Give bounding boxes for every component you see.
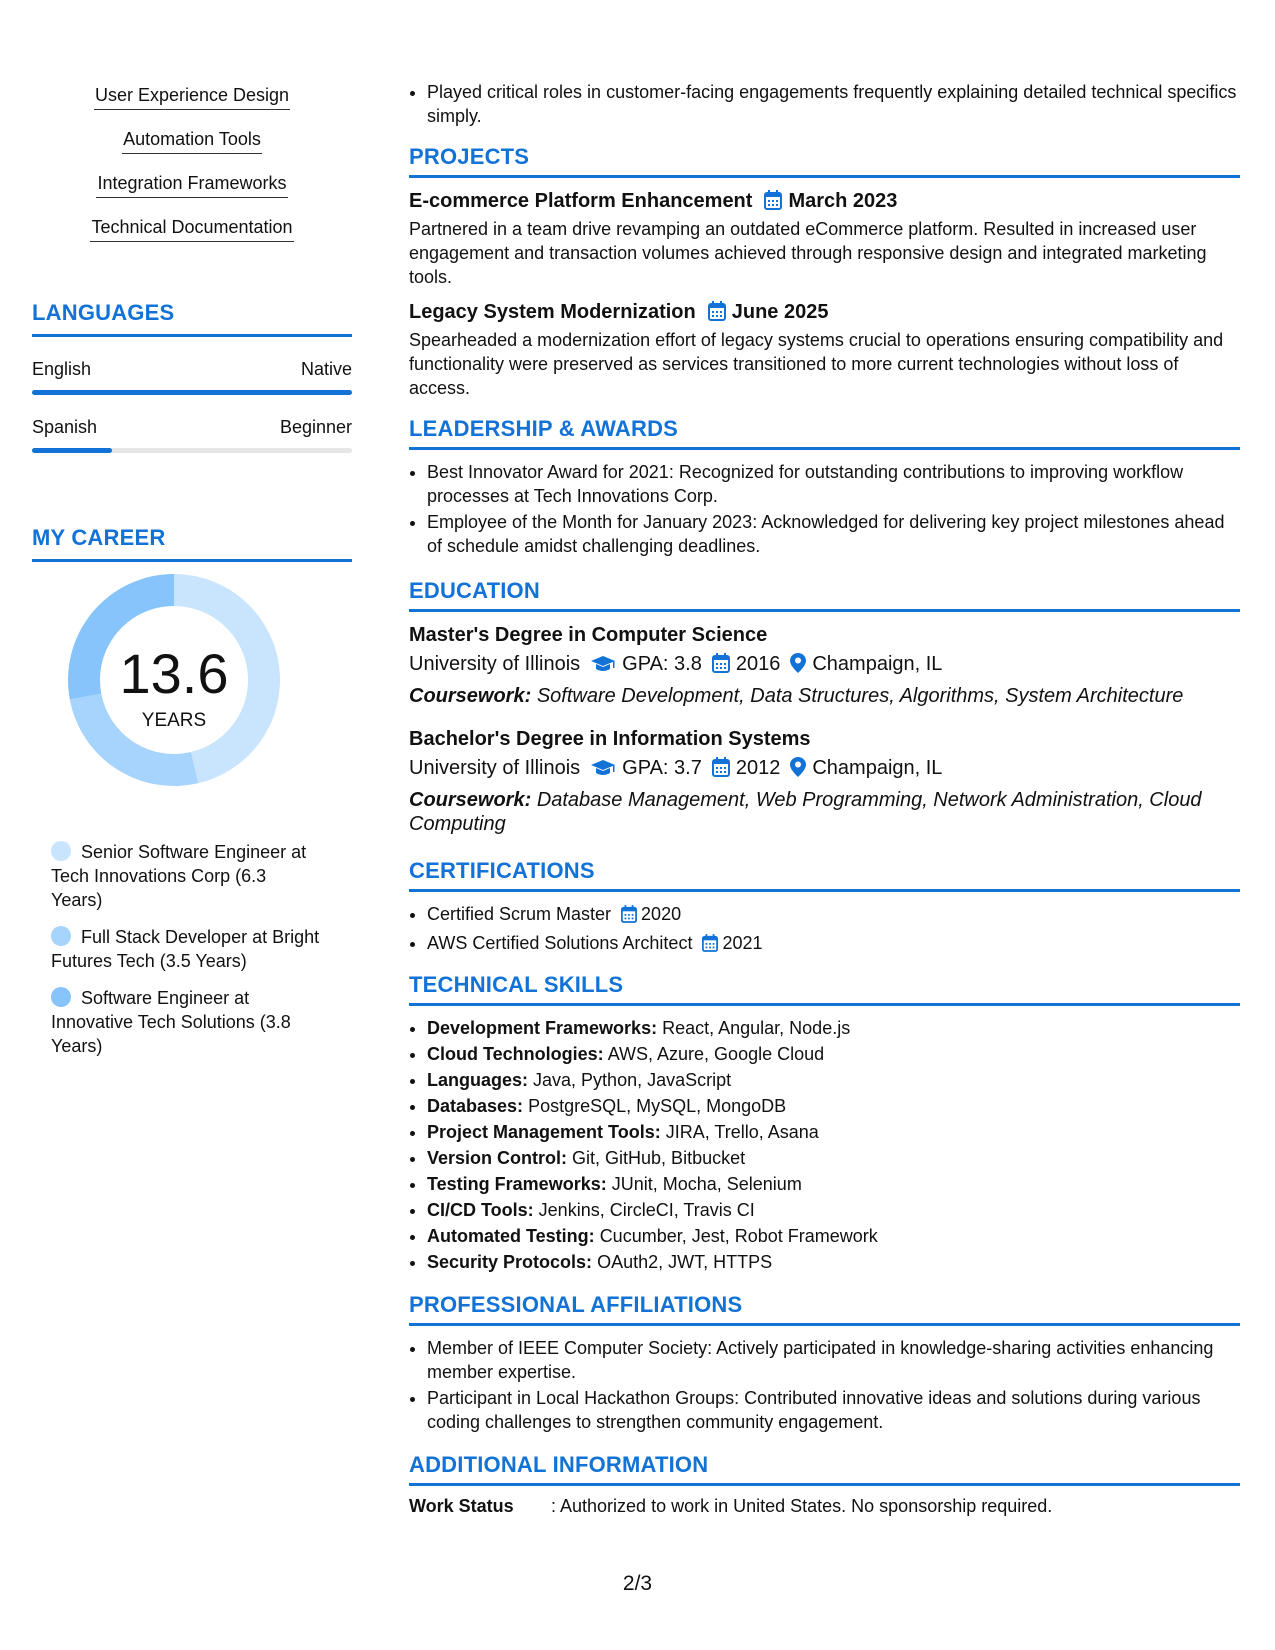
tech-skill-value: Git, GitHub, Bitbucket [572, 1148, 746, 1168]
career-total-years: 13.6 [119, 642, 229, 705]
language-proficiency-bar [32, 448, 352, 453]
tech-skill-value: AWS, Azure, Google Cloud [607, 1044, 825, 1064]
tech-skill-label: Testing Frameworks: [427, 1174, 607, 1194]
tech-skill-value: OAuth2, JWT, HTTPS [597, 1252, 773, 1272]
language-name: English [32, 359, 92, 379]
calendar-icon [702, 934, 718, 958]
career-legend-item [51, 986, 321, 1058]
tech-skill-label: Cloud Technologies: [427, 1044, 604, 1064]
calendar-icon [621, 905, 637, 929]
tech-skill-item [427, 1094, 1240, 1118]
languages-title: LANGUAGES [32, 300, 352, 337]
career-donut-chart [32, 572, 352, 832]
tech-skill-value: Java, Python, JavaScript [533, 1070, 732, 1090]
tech-skill-label: Development Frameworks: [427, 1018, 658, 1038]
project-item [409, 299, 1240, 400]
project-description: Partnered in a team drive revamping an outdated eCommerce platform. Resulted in increased user engagement and transaction volumes achieved through responsive design and integrated marketing tools. [409, 219, 1207, 287]
language-level: Beginner [279, 417, 352, 437]
certification-item [427, 902, 1240, 929]
tech-skill-label: Security Protocols: [427, 1252, 593, 1272]
tech-skill-item [427, 1224, 1240, 1248]
tech-skill-item [427, 1146, 1240, 1170]
coursework-label: Coursework: [409, 685, 532, 707]
certifications-title: CERTIFICATIONS [409, 858, 1240, 892]
project-description: Spearheaded a modernization effort of legacy systems crucial to operations ensuring compatibility and functionality were preserved as services transitioned to more current technologies without loss of access. [409, 330, 1224, 398]
tech-skill-label: Project Management Tools: [427, 1122, 661, 1142]
calendar-icon [708, 301, 726, 328]
graduation-cap-icon [590, 757, 616, 785]
education-location: Champaign, IL [812, 653, 943, 675]
language-spanish [32, 417, 352, 453]
project-date: March 2023 [788, 190, 898, 212]
language-name: Spanish [32, 417, 98, 437]
project-title: Legacy System Modernization [409, 301, 696, 323]
tech-skill-value: JIRA, Trello, Asana [665, 1122, 819, 1142]
education-year: 2012 [735, 757, 781, 779]
calendar-icon [712, 653, 730, 681]
coursework-text: Database Management, Web Programming, Network Administration, Cloud Computing [409, 789, 1202, 835]
certification-item [427, 931, 1240, 958]
projects-title: PROJECTS [409, 144, 1240, 178]
legend-dot-icon [51, 926, 71, 946]
career-legend [32, 840, 321, 1058]
legend-dot-icon [51, 987, 71, 1007]
tech-skill-label: Languages: [427, 1070, 529, 1090]
affiliation-item: • Participant in Local Hackathon Groups: Contributed innovative ideas and solutions during various coding challenges to strengthen community engagement. [427, 1386, 1240, 1434]
calendar-icon [712, 757, 730, 785]
project-date: June 2025 [731, 301, 829, 323]
main-content [409, 80, 1240, 1517]
certification-year: 2020 [641, 904, 682, 924]
tech-skill-label: CI/CD Tools: [427, 1200, 534, 1220]
education-year: 2016 [735, 653, 781, 675]
skill-item: Automation Tools [122, 128, 262, 154]
career-legend-item [51, 925, 321, 973]
tech-skill-value: PostgreSQL, MySQL, MongoDB [528, 1096, 787, 1116]
language-proficiency-bar [32, 390, 352, 395]
technical-skills-title: TECHNICAL SKILLS [409, 972, 1240, 1006]
education-location: Champaign, IL [812, 757, 943, 779]
education-item [409, 622, 1240, 708]
education-degree: Bachelor's Degree in Information Systems [409, 728, 811, 750]
coursework-label: Coursework: [409, 789, 532, 811]
legend-dot-icon [51, 841, 71, 861]
skill-item: User Experience Design [94, 84, 290, 110]
tech-skill-item [427, 1250, 1240, 1274]
career-role-label: Software Engineer at Innovative Tech Solutions (3.8 Years) [51, 988, 291, 1056]
tech-skill-value: JUnit, Mocha, Selenium [611, 1174, 802, 1194]
skill-item: Integration Frameworks [96, 172, 287, 198]
info-label: Work Status [409, 1496, 514, 1516]
tech-skill-label: Databases: [427, 1096, 524, 1116]
location-pin-icon [790, 653, 806, 681]
language-english [32, 359, 352, 395]
career-unit: YEARS [141, 710, 207, 731]
leadership-list [409, 460, 1240, 558]
education-gpa: GPA: 3.8 [622, 653, 702, 675]
education-school: University of Illinois [409, 757, 581, 779]
leadership-title: LEADERSHIP & AWARDS [409, 416, 1240, 450]
career-role-label: Full Stack Developer at Bright Futures Tech (3.5 Years) [51, 927, 320, 971]
certification-year: 2021 [722, 933, 763, 953]
certification-name: AWS Certified Solutions Architect [427, 933, 693, 953]
info-value: : Authorized to work in United States. No sponsorship required. [551, 1496, 1053, 1516]
location-pin-icon [790, 757, 806, 785]
coursework-text: Software Development, Data Structures, Algorithms, System Architecture [536, 685, 1184, 707]
affiliations-list [409, 1336, 1240, 1434]
tech-skill-item [427, 1042, 1240, 1066]
education-item [409, 726, 1240, 836]
tech-skill-item [427, 1068, 1240, 1092]
tech-skill-label: Version Control: [427, 1148, 568, 1168]
career-title: MY CAREER [32, 525, 352, 562]
technical-skills-list [409, 1016, 1240, 1274]
language-level: Native [300, 359, 352, 379]
affiliations-title: PROFESSIONAL AFFILIATIONS [409, 1292, 1240, 1326]
education-gpa: GPA: 3.7 [622, 757, 702, 779]
career-role-label: Senior Software Engineer at Tech Innovations Corp (6.3 Years) [51, 842, 307, 910]
graduation-cap-icon [590, 653, 616, 681]
career-legend-item [51, 840, 321, 912]
education-school: University of Illinois [409, 653, 581, 675]
certifications-list [409, 902, 1240, 958]
skill-item: Technical Documentation [90, 216, 293, 242]
additional-info-row [409, 1496, 1240, 1517]
education-title: EDUCATION [409, 578, 1240, 612]
intro-bullets [409, 80, 1240, 128]
project-item [409, 188, 1240, 289]
language-proficiency-fill [32, 448, 112, 453]
skills-list [32, 84, 352, 260]
calendar-icon [764, 190, 782, 217]
education-degree: Master's Degree in Computer Science [409, 624, 768, 646]
tech-skill-item [427, 1172, 1240, 1196]
intro-bullet: • Played critical roles in customer-facing engagements frequently explaining detailed technical specifics simply. [427, 80, 1240, 128]
tech-skill-value: React, Angular, Node.js [662, 1018, 851, 1038]
leadership-item: • Best Innovator Award for 2021: Recognized for outstanding contributions to improving workflow processes at Tech Innovations Corp. [427, 460, 1240, 508]
tech-skill-value: Cucumber, Jest, Robot Framework [599, 1226, 878, 1246]
page-number: 2/3 [622, 1572, 653, 1595]
tech-skill-label: Automated Testing: [427, 1226, 595, 1246]
tech-skill-item [427, 1016, 1240, 1040]
certification-name: Certified Scrum Master [427, 904, 612, 924]
project-title: E-commerce Platform Enhancement [409, 190, 753, 212]
tech-skill-item [427, 1198, 1240, 1222]
tech-skill-value: Jenkins, CircleCI, Travis CI [538, 1200, 755, 1220]
sidebar [32, 84, 352, 1071]
tech-skill-item [427, 1120, 1240, 1144]
affiliation-item: • Member of IEEE Computer Society: Actively participated in knowledge-sharing activities enhancing member expertise. [427, 1336, 1240, 1384]
language-proficiency-fill [32, 390, 352, 395]
leadership-item: • Employee of the Month for January 2023: Acknowledged for delivering key project milestones ahead of schedule amidst challenging deadlines. [427, 510, 1240, 558]
additional-info-title: ADDITIONAL INFORMATION [409, 1452, 1240, 1486]
